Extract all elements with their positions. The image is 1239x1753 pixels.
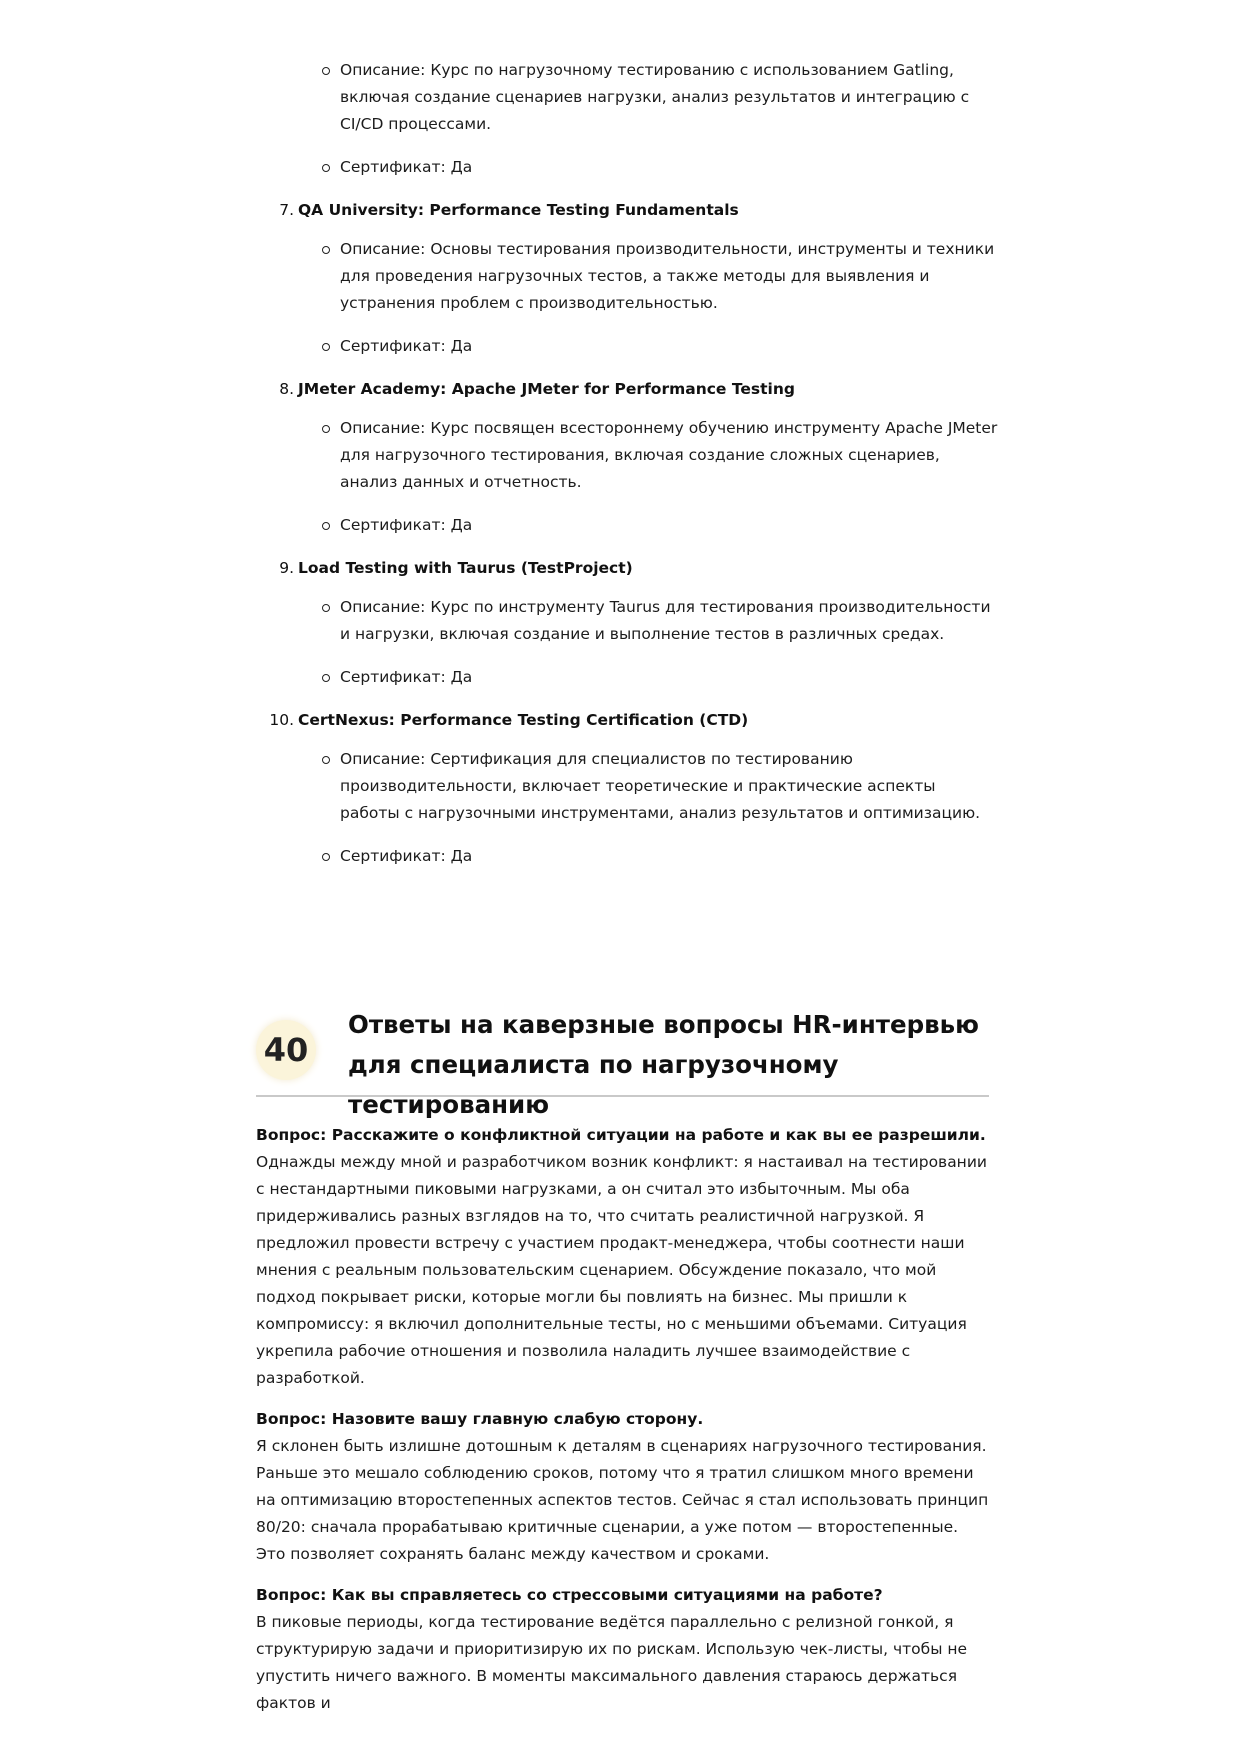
- course-number: 9.: [279, 559, 294, 577]
- course-list: [268, 57, 998, 886]
- course-certificate: Сертификат: Да: [340, 843, 998, 870]
- course-description: Описание: Основы тестирования производительности, инструменты и техники для проведения нагрузочных тестов, а также методы для выявления и устранения проблем с производительностью.: [340, 236, 998, 317]
- section-title: Ответы на каверзные вопросы HR-интервью для специалиста по нагрузочному тестированию: [348, 1010, 979, 1119]
- qa-item: [256, 1582, 991, 1717]
- course-description: Описание: Сертификация для специалистов по тестированию производительности, включает теоретические и практические аспекты работы с нагрузочными инструментами, анализ результатов и оптимизацию.: [340, 746, 998, 827]
- section-heading: [256, 1005, 989, 1119]
- qa-list: [256, 1122, 991, 1731]
- answer: В пиковые периоды, когда тестирование ведётся параллельно с релизной гонкой, я структурирую задачи и приоритизирую их по рискам. Использую чек-листы, чтобы не упустить ничего важного. В моменты максимального давления стараюсь держаться фактов и: [256, 1613, 968, 1712]
- course-certificate: Сертификат: Да: [340, 512, 998, 539]
- course-title: [279, 197, 998, 224]
- course-title: [279, 376, 998, 403]
- course-number: 7.: [279, 201, 294, 219]
- course-title-text: CertNexus: Performance Testing Certification (CTD): [298, 711, 749, 729]
- course-title: [279, 555, 998, 582]
- course-certificate: Сертификат: Да: [340, 333, 998, 360]
- question: Вопрос: Расскажите о конфликтной ситуации на работе и как вы ее разрешили.: [256, 1126, 986, 1144]
- course-description: Описание: Курс по инструменту Taurus для тестирования производительности и нагрузки, включая создание и выполнение тестов в различных средах.: [340, 594, 998, 648]
- course-description: Описание: Курс посвящен всестороннему обучению инструменту Apache JMeter для нагрузочного тестирования, включая создание сложных сценариев, анализ данных и отчетность.: [340, 415, 998, 496]
- course-certificate: Сертификат: Да: [340, 154, 998, 181]
- course-title-text: Load Testing with Taurus (TestProject): [298, 559, 633, 577]
- course-number: 10.: [269, 711, 294, 729]
- qa-item: [256, 1406, 991, 1568]
- question: Вопрос: Назовите вашу главную слабую сторону.: [256, 1410, 704, 1428]
- section-number-badge: 40: [256, 1020, 316, 1080]
- answer: Однажды между мной и разработчиком возник конфликт: я настаивал на тестировании с нестандартными пиковыми нагрузками, а он считал это избыточным. Мы оба придерживались разных взглядов на то, что считать реалистичной нагрузкой. Я предложил провести встречу с участием продакт-менеджера, чтобы соотнести наши мнения с реальным пользовательским сценарием. Обсуждение показало, что мой подход покрывает риски, которые могли бы повлиять на бизнес. Мы пришли к компромиссу: я включил дополнительные тесты, но с меньшими объемами. Ситуация укрепила рабочие отношения и позволила наладить лучшее взаимодействие с разработкой.: [256, 1153, 987, 1387]
- answer: Я склонен быть излишне дотошным к деталям в сценариях нагрузочного тестирования. Раньше это мешало соблюдению сроков, потому что я тратил слишком много времени на оптимизацию второстепенных аспектов тестов. Сейчас я стал использовать принцип 80/20: сначала прорабатываю критичные сценарии, а уже потом — второстепенные. Это позволяет сохранять баланс между качеством и сроками.: [256, 1437, 989, 1563]
- course-title-text: QA University: Performance Testing Fundamentals: [298, 201, 739, 219]
- course-title: [269, 707, 998, 734]
- course-number: 8.: [279, 380, 294, 398]
- course-title-text: JMeter Academy: Apache JMeter for Performance Testing: [298, 380, 795, 398]
- course-description: Описание: Курс по нагрузочному тестированию с использованием Gatling, включая создание сценариев нагрузки, анализ результатов и интеграцию с CI/CD процессами.: [340, 57, 998, 138]
- course-certificate: Сертификат: Да: [340, 664, 998, 691]
- qa-item: [256, 1122, 991, 1392]
- question: Вопрос: Как вы справляетесь со стрессовыми ситуациями на работе?: [256, 1586, 883, 1604]
